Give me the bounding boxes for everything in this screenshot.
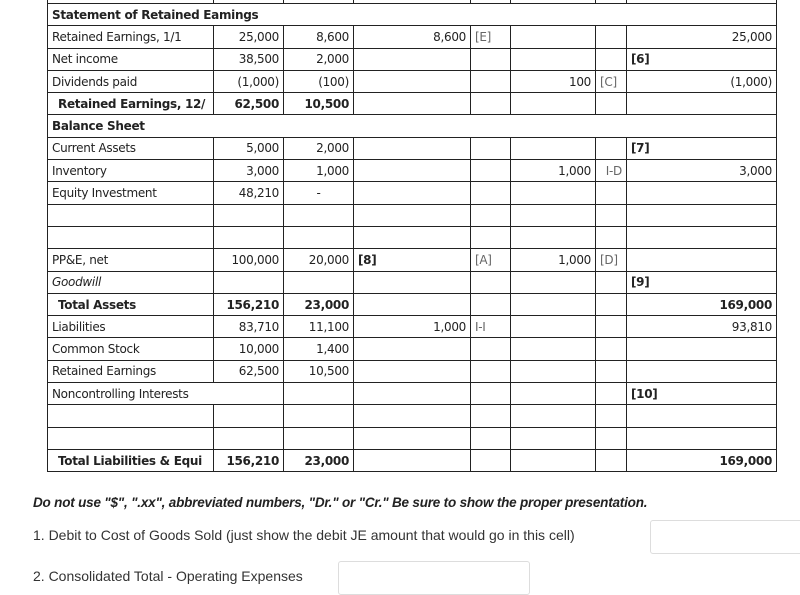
worksheet-row: [48, 70, 777, 92]
cell-c3[interactable]: [354, 338, 471, 360]
cell-c4[interactable]: [471, 204, 511, 226]
cell-c2[interactable]: 10,500: [284, 360, 354, 382]
cell-c6[interactable]: [596, 204, 627, 226]
cell-c6[interactable]: [596, 338, 627, 360]
cell-c3[interactable]: [354, 293, 471, 315]
cell-c4[interactable]: [471, 338, 511, 360]
worksheet-row: [48, 4, 777, 26]
cell-c1[interactable]: 48,210: [214, 182, 284, 204]
cell-c2[interactable]: 20,000: [284, 249, 354, 271]
cell-c5[interactable]: 100: [511, 70, 596, 92]
cell-c4[interactable]: [471, 405, 511, 427]
cell-c7[interactable]: [7]: [627, 137, 777, 159]
cell-c6[interactable]: [D]: [596, 249, 627, 271]
worksheet-row: [48, 182, 777, 204]
worksheet-row: [48, 293, 777, 315]
cell-c3[interactable]: [354, 226, 471, 248]
row-label: [48, 405, 214, 427]
cell-c5[interactable]: [511, 338, 596, 360]
row-label: Equity Investment: [48, 182, 214, 204]
row-label: Net income: [48, 48, 214, 70]
cell-c1[interactable]: 5,000: [214, 137, 284, 159]
cell-c5[interactable]: [511, 182, 596, 204]
cell-c6[interactable]: [596, 93, 627, 115]
cell-c6[interactable]: [C]: [596, 70, 627, 92]
cell-c3[interactable]: [354, 48, 471, 70]
cell-c3[interactable]: [354, 449, 471, 471]
row-label: Common Stock: [48, 338, 214, 360]
cell-c6[interactable]: [596, 26, 627, 48]
cell-c7[interactable]: [627, 204, 777, 226]
cell-c1[interactable]: (1,000): [214, 70, 284, 92]
cell-c1[interactable]: [214, 204, 284, 226]
cell-c5[interactable]: [511, 405, 596, 427]
worksheet-row: [48, 316, 777, 338]
worksheet-row: [48, 383, 777, 405]
worksheet-row: [48, 427, 777, 449]
row-label: Inventory: [48, 160, 214, 182]
cell-c5[interactable]: 1,000: [511, 249, 596, 271]
cell-c7[interactable]: [6]: [627, 48, 777, 70]
row-label: Noncontrolling Interests: [48, 383, 284, 405]
row-label: Total Assets: [48, 293, 214, 315]
worksheet-row: [48, 405, 777, 427]
cell-c7[interactable]: [627, 405, 777, 427]
cell-c2[interactable]: 23,000: [284, 293, 354, 315]
row-label: Goodwill: [48, 271, 214, 293]
cell-c5[interactable]: [511, 427, 596, 449]
row-label: Balance Sheet: [48, 115, 777, 137]
cell-c5[interactable]: [511, 449, 596, 471]
row-label: [48, 226, 214, 248]
cell-c6[interactable]: [596, 427, 627, 449]
cell-c1[interactable]: 3,000: [214, 160, 284, 182]
worksheet-row: [48, 93, 777, 115]
cell-c5[interactable]: [511, 137, 596, 159]
cell-c3[interactable]: [354, 271, 471, 293]
cell-c5[interactable]: [511, 383, 596, 405]
cell-c7[interactable]: [627, 182, 777, 204]
cell-c2[interactable]: [284, 226, 354, 248]
cell-c2[interactable]: 2,000: [284, 48, 354, 70]
row-label: PP&E, net: [48, 249, 214, 271]
cell-c1[interactable]: [214, 226, 284, 248]
cell-c6[interactable]: [596, 383, 627, 405]
row-label: Retained Earnings, 12/: [48, 93, 214, 115]
cell-c4[interactable]: [471, 449, 511, 471]
cell-c7[interactable]: 3,000: [627, 160, 777, 182]
cell-c5[interactable]: [511, 360, 596, 382]
cell-c5[interactable]: [511, 93, 596, 115]
cell-c2[interactable]: (100): [284, 70, 354, 92]
cell-c4[interactable]: [471, 271, 511, 293]
cell-c5[interactable]: [511, 316, 596, 338]
cell-c2[interactable]: 10,500: [284, 93, 354, 115]
cell-c1[interactable]: 156,210: [214, 449, 284, 471]
cell-c4[interactable]: [471, 93, 511, 115]
worksheet-row: [48, 26, 777, 48]
cell-c5[interactable]: [511, 48, 596, 70]
row-label: Retained Earnings: [48, 360, 214, 382]
consolidation-worksheet: [47, 3, 777, 472]
cell-c3[interactable]: [354, 93, 471, 115]
cell-c2[interactable]: 11,100: [284, 316, 354, 338]
cell-c4[interactable]: [471, 137, 511, 159]
cell-c7[interactable]: 169,000: [627, 293, 777, 315]
cell-c7[interactable]: 25,000: [627, 26, 777, 48]
cell-c2[interactable]: [284, 271, 354, 293]
cell-c4[interactable]: I-I: [471, 316, 511, 338]
worksheet-row: [48, 160, 777, 182]
cell-c6[interactable]: [596, 360, 627, 382]
cell-c6[interactable]: [596, 293, 627, 315]
cell-c6[interactable]: [596, 48, 627, 70]
cell-c4[interactable]: [471, 226, 511, 248]
cell-c3[interactable]: [354, 204, 471, 226]
cell-c3[interactable]: [354, 137, 471, 159]
cell-c1[interactable]: 83,710: [214, 316, 284, 338]
row-label: Liabilities: [48, 316, 214, 338]
cell-c6[interactable]: [596, 316, 627, 338]
cell-c4[interactable]: [471, 70, 511, 92]
cell-c6[interactable]: [596, 271, 627, 293]
cell-c2[interactable]: 1,000: [284, 160, 354, 182]
cell-c3[interactable]: [354, 427, 471, 449]
cell-c5[interactable]: [511, 271, 596, 293]
worksheet-row: [48, 137, 777, 159]
row-label: Current Assets: [48, 137, 214, 159]
worksheet-row: [48, 271, 777, 293]
question-2-label: 2. Consolidated Total - Operating Expenses: [33, 568, 303, 584]
cell-c7[interactable]: [627, 360, 777, 382]
cell-c4[interactable]: [E]: [471, 26, 511, 48]
cell-c7[interactable]: [627, 427, 777, 449]
cell-c4[interactable]: [471, 293, 511, 315]
cell-c5[interactable]: [511, 26, 596, 48]
cell-c7[interactable]: 93,810: [627, 316, 777, 338]
question-1-label: 1. Debit to Cost of Goods Sold (just show the debit JE amount that would go in this cell): [33, 527, 575, 543]
cell-c3[interactable]: 1,000: [354, 316, 471, 338]
row-label: [48, 427, 214, 449]
worksheet-row: [48, 338, 777, 360]
cell-c1[interactable]: 156,210: [214, 293, 284, 315]
cell-c3[interactable]: [354, 160, 471, 182]
cell-c5[interactable]: [511, 293, 596, 315]
cell-c2[interactable]: [284, 383, 354, 405]
cell-c2[interactable]: -: [284, 182, 354, 204]
cell-c1[interactable]: 38,500: [214, 48, 284, 70]
cell-c7[interactable]: 169,000: [627, 449, 777, 471]
cell-c6[interactable]: I-D: [596, 160, 627, 182]
cell-c4[interactable]: [A]: [471, 249, 511, 271]
cell-c7[interactable]: [627, 93, 777, 115]
cell-c7[interactable]: [627, 338, 777, 360]
cell-c5[interactable]: 1,000: [511, 160, 596, 182]
cell-c6[interactable]: [596, 226, 627, 248]
cell-c2[interactable]: 2,000: [284, 137, 354, 159]
cell-c1[interactable]: 25,000: [214, 26, 284, 48]
worksheet-row: [48, 115, 777, 137]
question-1-answer-input[interactable]: [650, 520, 800, 554]
cell-c3[interactable]: [354, 70, 471, 92]
cell-c7[interactable]: [627, 249, 777, 271]
worksheet-row: [48, 204, 777, 226]
cell-c3[interactable]: [354, 383, 471, 405]
cell-c1[interactable]: 100,000: [214, 249, 284, 271]
cell-c2[interactable]: [284, 405, 354, 427]
cell-c7[interactable]: (1,000): [627, 70, 777, 92]
cell-c6[interactable]: [596, 137, 627, 159]
cell-c3[interactable]: [354, 405, 471, 427]
cell-c4[interactable]: [471, 427, 511, 449]
cell-c1[interactable]: 10,000: [214, 338, 284, 360]
row-label: Statement of Retained Eamings: [48, 4, 777, 26]
cell-c2[interactable]: 8,600: [284, 26, 354, 48]
cell-c7[interactable]: [10]: [627, 383, 777, 405]
cell-c2[interactable]: [284, 204, 354, 226]
cell-c6[interactable]: [596, 449, 627, 471]
question-2-answer-input[interactable]: [338, 561, 530, 595]
worksheet-row: [48, 249, 777, 271]
cell-c5[interactable]: [511, 204, 596, 226]
cell-c1[interactable]: [214, 405, 284, 427]
cell-c6[interactable]: [596, 405, 627, 427]
cell-c4[interactable]: [471, 182, 511, 204]
row-label: Total Liabilities & Equi: [48, 449, 214, 471]
row-label: Dividends paid: [48, 70, 214, 92]
cell-c1[interactable]: 62,500: [214, 93, 284, 115]
row-label: Retained Earnings, 1/1: [48, 26, 214, 48]
cell-c3[interactable]: [354, 182, 471, 204]
cell-c2[interactable]: 23,000: [284, 449, 354, 471]
cell-c3[interactable]: [354, 360, 471, 382]
cell-c4[interactable]: [471, 383, 511, 405]
cell-c4[interactable]: [471, 48, 511, 70]
cell-c4[interactable]: [471, 360, 511, 382]
cell-c6[interactable]: [596, 182, 627, 204]
worksheet-row: [48, 360, 777, 382]
cell-c5[interactable]: [511, 226, 596, 248]
cell-c1[interactable]: [214, 427, 284, 449]
cell-c7[interactable]: [9]: [627, 271, 777, 293]
worksheet-row: [48, 449, 777, 471]
cell-c3[interactable]: 8,600: [354, 26, 471, 48]
row-label: [48, 204, 214, 226]
worksheet-row: [48, 48, 777, 70]
worksheet-row: [48, 226, 777, 248]
cell-c1[interactable]: [214, 271, 284, 293]
cell-c4[interactable]: [471, 160, 511, 182]
instructions-note: Do not use "$", ".xx", abbreviated numbers, "Dr." or "Cr." Be sure to show the proper presentation.: [33, 495, 648, 510]
cell-c7[interactable]: [627, 226, 777, 248]
cell-c2[interactable]: 1,400: [284, 338, 354, 360]
cell-c2[interactable]: [284, 427, 354, 449]
cell-c1[interactable]: 62,500: [214, 360, 284, 382]
cell-c3[interactable]: [8]: [354, 249, 471, 271]
